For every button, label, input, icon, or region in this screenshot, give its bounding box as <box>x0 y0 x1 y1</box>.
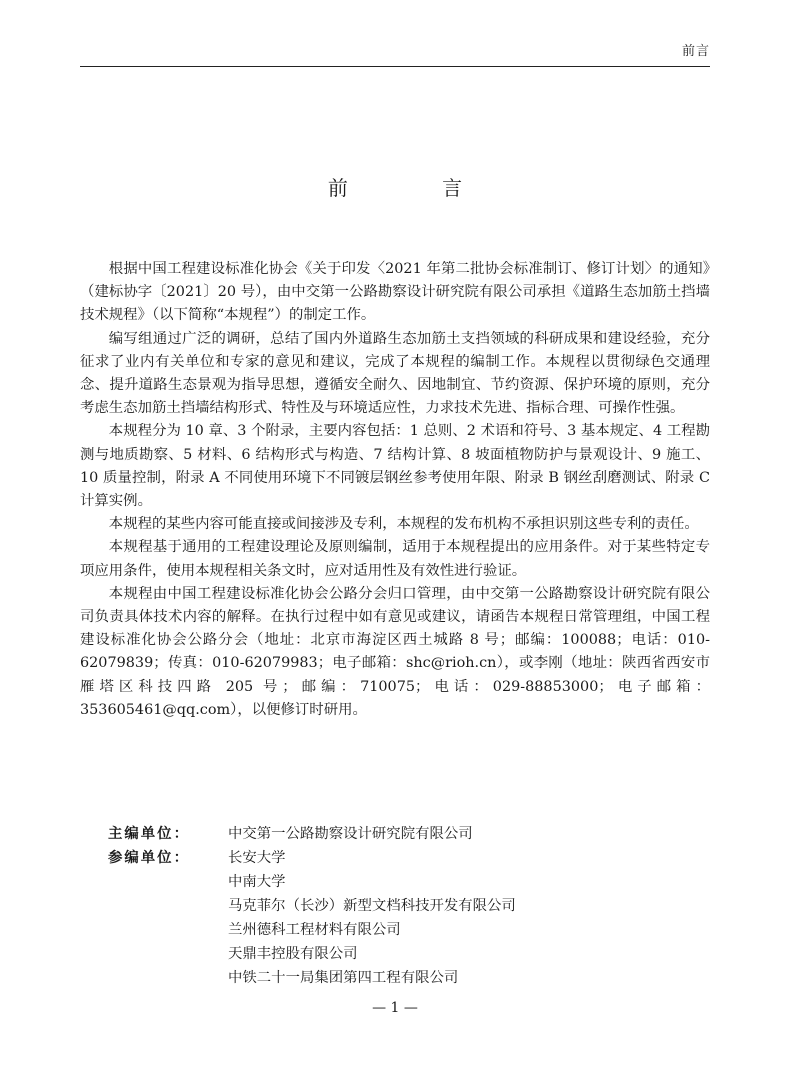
body-text <box>80 258 710 722</box>
participating-units-label: 参编单位： <box>108 850 190 866</box>
participating-unit: 马克菲尔（长沙）新型文档科技开发有限公司 <box>228 898 516 914</box>
header-rule <box>80 66 710 67</box>
page-number: — 1 — <box>372 1000 418 1016</box>
editing-units <box>108 822 516 990</box>
chief-editor-label: 主编单位： <box>108 826 190 842</box>
participating-unit: 长安大学 <box>228 850 286 866</box>
participating-unit: 中铁二十一局集团第四工程有限公司 <box>228 970 459 986</box>
paragraph: 编写组通过广泛的调研，总结了国内外道路生态加筋土支挡领域的科研成果和建设经验，充分征求了业内有关单位和专家的意见和建议，完成了本规程的编制工作。本规程以贯彻绿色交通理念、提升道路生态景观为指导思想，遵循安全耐久、因地制宜、节约资源、保护环境的原则，充分考虑生态加筋土挡墙结构形式、特性及与环境适应性，力求技术先进、指标合理、可操作性强。 <box>80 330 710 417</box>
participating-units-row <box>108 846 516 990</box>
participating-unit: 兰州德科工程材料有限公司 <box>228 922 401 938</box>
running-header: 前言 <box>681 44 710 59</box>
paragraph: 本规程分为 10 章、3 个附录，主要内容包括：1 总则、2 术语和符号、3 基本规定、4 工程勘测与地质勘察、5 材料、6 结构形式与构造、7 结构计算、8 坡面植物防护与景观设计、9 施工、10 质量控制，附录 A 不同使用环境下不同镀层钢丝参考使用年限、附录 B 钢丝刮磨测试、附录 C 计算实例。 <box>80 423 710 510</box>
chief-editor-row <box>108 822 516 846</box>
paragraph: 本规程的某些内容可能直接或间接涉及专利，本规程的发布机构不承担识别这些专利的责任。 <box>108 516 699 533</box>
chief-editor-unit: 中交第一公路勘察设计研究院有限公司 <box>228 826 473 842</box>
paragraph: 本规程基于通用的工程建设理论及原则编制，适用于本规程提出的应用条件。对于某些特定专项应用条件，使用本规程相关条文时，应对适用性及有效性进行验证。 <box>80 539 710 579</box>
page-title: 前 言 <box>327 176 507 200</box>
participating-unit: 天鼎丰控股有限公司 <box>228 946 358 962</box>
paragraph: 根据中国工程建设标准化协会《关于印发〈2021 年第二批协会标准制订、修订计划〉的通知》（建标协字〔2021〕20 号），由中交第一公路勘察设计研究院有限公司承担《道路生态加筋土挡墙技术规程》（以下简称“本规程”）的制定工作。 <box>80 261 710 324</box>
participating-unit: 中南大学 <box>228 874 286 890</box>
paragraph: 本规程由中国工程建设标准化协会公路分会归口管理，由中交第一公路勘察设计研究院有限公司负责具体技术内容的解释。在执行过程中如有意见或建议，请函告本规程日常管理组，中国工程建设标准化协会公路分会（地址：北京市海淀区西土城路 8 号；邮编：100088；电话：010-62079839；传真：010-62079983；电子邮箱：shc@rioh.cn），或李刚（地址：陕西省西安市雁塔区科技四路 205 号；邮编：710075；电话：029-88853000；电子邮箱：353605461@qq.com），以便修订时研用。 <box>80 585 710 718</box>
